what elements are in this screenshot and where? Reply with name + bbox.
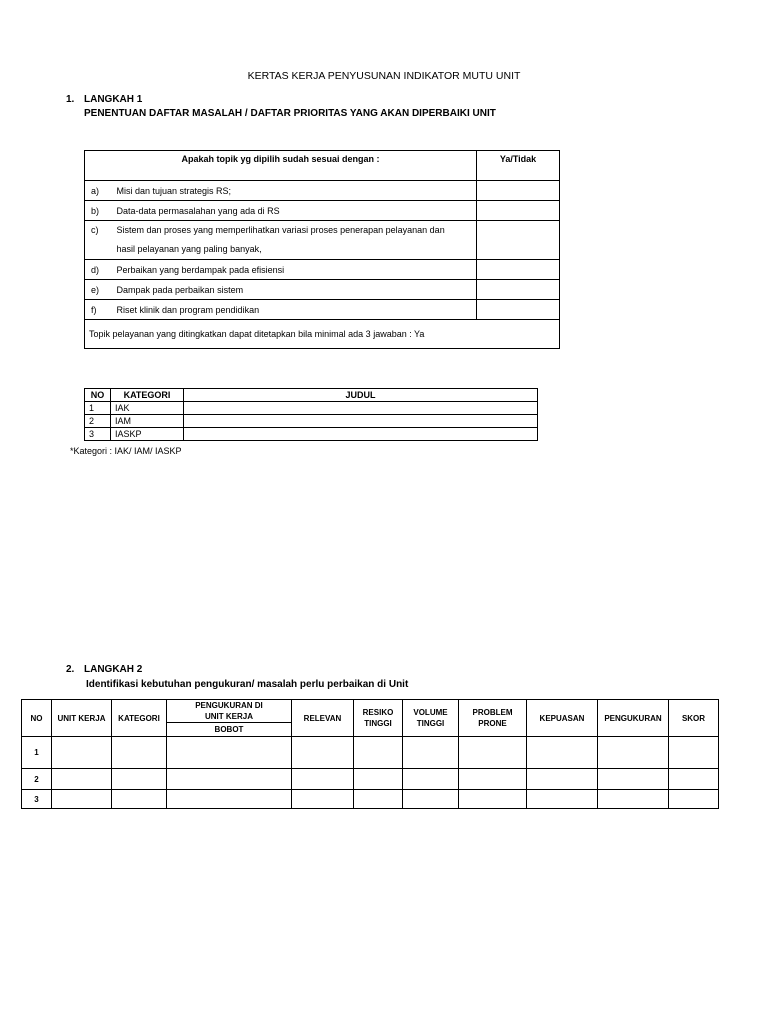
cell[interactable] [112, 737, 167, 769]
cell[interactable] [403, 790, 459, 809]
row-number: 2 [22, 769, 52, 790]
table-row [22, 769, 719, 790]
step1-number: 1. [66, 94, 75, 105]
row-no: 3 [85, 428, 111, 441]
col-volume-header: VOLUME TINGGI [403, 700, 459, 737]
criteria-answer-cell[interactable] [477, 300, 560, 320]
cell[interactable] [459, 737, 527, 769]
step1-subtitle: PENENTUAN DAFTAR MASALAH / DAFTAR PRIORITAS YANG AKAN DIPERBAIKI UNIT [84, 108, 496, 119]
criteria-text: Perbaikan yang berdampak pada efisiensi [117, 260, 477, 280]
criteria-text: Data-data permasalahan yang ada di RS [117, 201, 477, 221]
criteria-answer-cell[interactable] [477, 260, 560, 280]
row-judul-cell[interactable] [184, 415, 538, 428]
cell[interactable] [292, 769, 354, 790]
cell[interactable] [598, 769, 669, 790]
cell[interactable] [292, 790, 354, 809]
cell[interactable] [112, 790, 167, 809]
criteria-answer-cell[interactable] [477, 221, 560, 260]
criteria-text-line1: Sistem dan proses yang memperlihatkan variasi proses penerapan pelayanan dan [116, 225, 445, 235]
criteria-question-header: Apakah topik yg dipilih sudah sesuai dengan : [85, 151, 477, 181]
criteria-text: Riset klinik dan program pendidikan [117, 300, 477, 320]
cell[interactable] [598, 790, 669, 809]
col-pengukuran-unit-header: PENGUKURAN DI UNIT KERJA [167, 700, 292, 723]
cell[interactable] [527, 790, 598, 809]
criteria-letter: f) [85, 300, 117, 320]
step2-number: 2. [66, 664, 75, 675]
col-no-header: NO [22, 700, 52, 737]
category-row [85, 428, 538, 441]
criteria-answer-cell[interactable] [477, 181, 560, 201]
row-number: 1 [22, 737, 52, 769]
table-row [22, 737, 719, 769]
criteria-text: Dampak pada perbaikan sistem [117, 280, 477, 300]
col-unit-kerja-header: UNIT KERJA [52, 700, 112, 737]
cell[interactable] [669, 737, 719, 769]
cell[interactable] [167, 769, 292, 790]
criteria-letter: c) [85, 221, 117, 260]
cell[interactable] [167, 737, 292, 769]
cell[interactable] [527, 769, 598, 790]
row-no: 1 [85, 402, 111, 415]
cell[interactable] [167, 790, 292, 809]
col-pengukuran-header: PENGUKURAN [598, 700, 669, 737]
criteria-row [85, 201, 560, 221]
criteria-answer-cell[interactable] [477, 201, 560, 221]
category-row [85, 402, 538, 415]
criteria-text [117, 221, 477, 260]
cell[interactable] [459, 790, 527, 809]
cell[interactable] [598, 737, 669, 769]
step2-subtitle: Identifikasi kebutuhan pengukuran/ masalah perlu perbaikan di Unit [86, 679, 409, 690]
row-kategori: IAK [111, 402, 184, 415]
document-title: KERTAS KERJA PENYUSUNAN INDIKATOR MUTU UNIT [247, 70, 521, 82]
col-relevan-header: RELEVAN [292, 700, 354, 737]
topic-criteria-table [84, 150, 560, 349]
cell[interactable] [52, 737, 112, 769]
row-kategori: IAM [111, 415, 184, 428]
cell[interactable] [292, 737, 354, 769]
cell[interactable] [354, 790, 403, 809]
col-kategori-header: KATEGORI [112, 700, 167, 737]
criteria-letter: e) [85, 280, 117, 300]
col-kepuasan-header: KEPUASAN [527, 700, 598, 737]
cell[interactable] [669, 769, 719, 790]
cell[interactable] [354, 737, 403, 769]
col-bobot-header: BOBOT [167, 723, 292, 737]
col-skor-header: SKOR [669, 700, 719, 737]
cell[interactable] [459, 769, 527, 790]
col-kategori-header: KATEGORI [111, 389, 184, 402]
category-note: *Kategori : IAK/ IAM/ IASKP [70, 446, 182, 456]
cell[interactable] [527, 737, 598, 769]
criteria-letter: b) [85, 201, 117, 221]
criteria-text-line2: hasil pelayanan yang paling banyak, [116, 244, 262, 254]
criteria-answer-cell[interactable] [477, 280, 560, 300]
row-no: 2 [85, 415, 111, 428]
cell[interactable] [52, 790, 112, 809]
criteria-text: Misi dan tujuan strategis RS; [117, 181, 477, 201]
criteria-row [85, 280, 560, 300]
row-judul-cell[interactable] [184, 402, 538, 415]
col-resiko-header: RESIKO TINGGI [354, 700, 403, 737]
row-kategori: IASKP [111, 428, 184, 441]
step2-label: LANGKAH 2 [84, 664, 143, 675]
criteria-row [85, 181, 560, 201]
criteria-row [85, 221, 560, 260]
row-number: 3 [22, 790, 52, 809]
step1-label: LANGKAH 1 [84, 94, 143, 105]
criteria-row [85, 260, 560, 280]
criteria-row [85, 300, 560, 320]
cell[interactable] [403, 769, 459, 790]
col-judul-header: JUDUL [184, 389, 538, 402]
criteria-letter: a) [85, 181, 117, 201]
category-table [84, 388, 538, 441]
table-row [22, 790, 719, 809]
measurement-table [21, 699, 719, 809]
row-judul-cell[interactable] [184, 428, 538, 441]
col-problem-header: PROBLEM PRONE [459, 700, 527, 737]
cell[interactable] [112, 769, 167, 790]
category-row [85, 415, 538, 428]
cell[interactable] [354, 769, 403, 790]
cell[interactable] [669, 790, 719, 809]
criteria-answer-header: Ya/Tidak [477, 151, 560, 181]
col-no-header: NO [85, 389, 111, 402]
cell[interactable] [52, 769, 112, 790]
cell[interactable] [403, 737, 459, 769]
criteria-letter: d) [85, 260, 117, 280]
criteria-footer-note: Topik pelayanan yang ditingkatkan dapat ditetapkan bila minimal ada 3 jawaban : Ya [85, 320, 560, 349]
